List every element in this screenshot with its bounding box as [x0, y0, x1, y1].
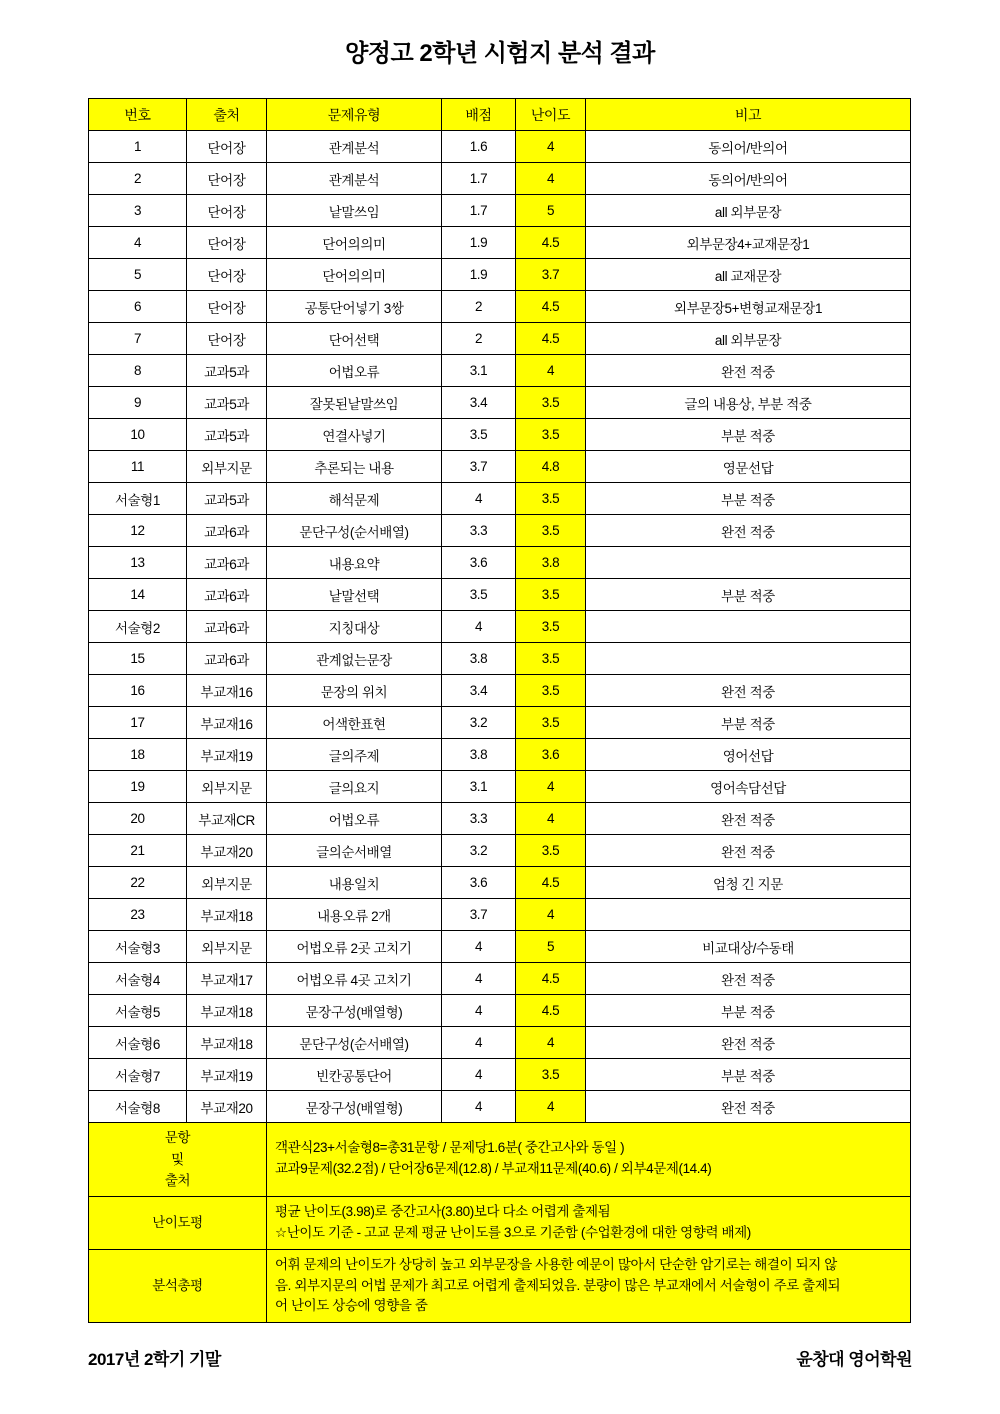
- table-row: [89, 259, 911, 291]
- cell-source: 부교재20: [187, 1091, 267, 1123]
- cell-difficulty: 3.5: [516, 579, 586, 611]
- summary-body-text: [267, 1249, 911, 1323]
- cell-no: 서술형5: [89, 995, 187, 1027]
- cell-source: 교과5과: [187, 419, 267, 451]
- table-row: [89, 547, 911, 579]
- cell-no: 14: [89, 579, 187, 611]
- summary-row: [89, 1196, 911, 1249]
- summary-label-line: 난이도평: [152, 1214, 203, 1230]
- cell-note: 영어선답: [586, 739, 911, 771]
- cell-difficulty: 3.7: [516, 259, 586, 291]
- cell-source: 교과5과: [187, 483, 267, 515]
- cell-score: 2: [442, 291, 516, 323]
- cell-difficulty: 4: [516, 163, 586, 195]
- cell-source: 단어장: [187, 131, 267, 163]
- cell-difficulty: 3.5: [516, 1059, 586, 1091]
- cell-source: 교과6과: [187, 579, 267, 611]
- table-row: [89, 163, 911, 195]
- cell-type: 낱말선택: [267, 579, 442, 611]
- cell-source: 부교재17: [187, 963, 267, 995]
- cell-difficulty: 3.5: [516, 707, 586, 739]
- cell-source: 부교재18: [187, 899, 267, 931]
- cell-difficulty: 4.5: [516, 995, 586, 1027]
- cell-no: 서술형3: [89, 931, 187, 963]
- cell-no: 10: [89, 419, 187, 451]
- cell-type: 공통단어넣기 3쌍: [267, 291, 442, 323]
- table-row: [89, 419, 911, 451]
- cell-difficulty: 3.5: [516, 611, 586, 643]
- table-row: [89, 323, 911, 355]
- cell-difficulty: 4: [516, 355, 586, 387]
- cell-score: 3.8: [442, 643, 516, 675]
- table-row: [89, 355, 911, 387]
- cell-no: 12: [89, 515, 187, 547]
- table-row: [89, 803, 911, 835]
- cell-score: 1.7: [442, 163, 516, 195]
- cell-score: 1.7: [442, 195, 516, 227]
- table-row: [89, 643, 911, 675]
- cell-note: 완전 적중: [586, 355, 911, 387]
- cell-score: 3.1: [442, 355, 516, 387]
- cell-type: 어법오류 2곳 고치기: [267, 931, 442, 963]
- cell-difficulty: 3.5: [516, 835, 586, 867]
- summary-label-line: 및: [171, 1151, 184, 1167]
- cell-note: 동의어/반의어: [586, 131, 911, 163]
- cell-score: 3.3: [442, 515, 516, 547]
- summary-label: [89, 1123, 267, 1197]
- cell-score: 3.7: [442, 451, 516, 483]
- cell-source: 단어장: [187, 291, 267, 323]
- table-row: [89, 739, 911, 771]
- cell-no: 16: [89, 675, 187, 707]
- cell-no: 서술형1: [89, 483, 187, 515]
- table-header-row: [89, 99, 911, 131]
- cell-source: 외부지문: [187, 867, 267, 899]
- cell-difficulty: 4.5: [516, 291, 586, 323]
- cell-no: 4: [89, 227, 187, 259]
- cell-source: 부교재20: [187, 835, 267, 867]
- cell-score: 3.2: [442, 835, 516, 867]
- cell-source: 단어장: [187, 259, 267, 291]
- cell-score: 3.1: [442, 771, 516, 803]
- summary-body-line: 교과9문제(32.2점) / 단어장6문제(12.8) / 부교재11문제(40.6) / 외부4문제(14.4): [275, 1161, 712, 1177]
- cell-note: 비교대상/수동태: [586, 931, 911, 963]
- cell-note: [586, 611, 911, 643]
- cell-score: 3.6: [442, 867, 516, 899]
- cell-source: 단어장: [187, 195, 267, 227]
- table-row: [89, 611, 911, 643]
- table-row: [89, 995, 911, 1027]
- column-header-note: 비고: [586, 99, 911, 131]
- summary-body-line: 평균 난이도(3.98)로 중간고사(3.80)보다 다소 어렵게 출제됨: [275, 1203, 611, 1219]
- cell-type: 어법오류: [267, 355, 442, 387]
- cell-type: 어법오류: [267, 803, 442, 835]
- cell-difficulty: 4: [516, 771, 586, 803]
- cell-note: 완전 적중: [586, 963, 911, 995]
- cell-no: 9: [89, 387, 187, 419]
- column-header-score: 배점: [442, 99, 516, 131]
- cell-note: 부분 적중: [586, 707, 911, 739]
- cell-difficulty: 4.5: [516, 227, 586, 259]
- cell-difficulty: 4.5: [516, 323, 586, 355]
- cell-difficulty: 3.5: [516, 515, 586, 547]
- table-row: [89, 931, 911, 963]
- summary-label-line: 분석총평: [152, 1278, 203, 1294]
- cell-no: 20: [89, 803, 187, 835]
- cell-source: 교과5과: [187, 355, 267, 387]
- cell-source: 외부지문: [187, 931, 267, 963]
- cell-note: [586, 547, 911, 579]
- table-row: [89, 867, 911, 899]
- cell-source: 부교재19: [187, 739, 267, 771]
- cell-difficulty: 4: [516, 899, 586, 931]
- cell-type: 해석문제: [267, 483, 442, 515]
- cell-difficulty: 4: [516, 803, 586, 835]
- summary-label: [89, 1196, 267, 1249]
- table-body: [89, 131, 911, 1123]
- cell-difficulty: 3.8: [516, 547, 586, 579]
- cell-source: 교과6과: [187, 547, 267, 579]
- cell-no: 서술형8: [89, 1091, 187, 1123]
- cell-note: all 교재문장: [586, 259, 911, 291]
- cell-source: 부교재19: [187, 1059, 267, 1091]
- column-header-type: 문제유형: [267, 99, 442, 131]
- cell-no: 23: [89, 899, 187, 931]
- cell-no: 13: [89, 547, 187, 579]
- summary-body-text: [267, 1196, 911, 1249]
- cell-type: 내용일치: [267, 867, 442, 899]
- table-row: [89, 195, 911, 227]
- cell-difficulty: 4: [516, 1027, 586, 1059]
- cell-no: 서술형2: [89, 611, 187, 643]
- cell-difficulty: 3.5: [516, 643, 586, 675]
- column-header-no: 번호: [89, 99, 187, 131]
- cell-score: 4: [442, 963, 516, 995]
- cell-score: 3.5: [442, 579, 516, 611]
- cell-score: 4: [442, 995, 516, 1027]
- table-row: [89, 835, 911, 867]
- page-title: 양정고 2학년 시험지 분석 결과: [345, 40, 655, 67]
- cell-score: 3.3: [442, 803, 516, 835]
- summary-body-line: 음. 외부지문의 어법 문제가 최고로 어렵게 출제되었음. 분량이 많은 부교재에서 서술형이 주로 출제되: [275, 1277, 841, 1293]
- cell-note: 부분 적중: [586, 579, 911, 611]
- cell-score: 4: [442, 931, 516, 963]
- cell-difficulty: 3.5: [516, 419, 586, 451]
- table-row: [89, 131, 911, 163]
- table-row: [89, 1059, 911, 1091]
- cell-difficulty: 3.5: [516, 387, 586, 419]
- cell-source: 교과6과: [187, 515, 267, 547]
- summary-body-line: ☆난이도 기준 - 고교 문제 평균 난이도를 3으로 기준함 (수업환경에 대한 영향력 배제): [275, 1224, 751, 1240]
- cell-source: 교과6과: [187, 611, 267, 643]
- summary-label: [89, 1249, 267, 1323]
- table-row: [89, 771, 911, 803]
- cell-type: 지칭대상: [267, 611, 442, 643]
- cell-score: 1.6: [442, 131, 516, 163]
- cell-source: 단어장: [187, 163, 267, 195]
- cell-no: 11: [89, 451, 187, 483]
- summary-row: [89, 1123, 911, 1197]
- cell-source: 외부지문: [187, 771, 267, 803]
- cell-no: 15: [89, 643, 187, 675]
- cell-type: 낱말쓰임: [267, 195, 442, 227]
- cell-note: all 외부문장: [586, 195, 911, 227]
- table-row: [89, 963, 911, 995]
- summary-body-line: 어휘 문제의 난이도가 상당히 높고 외부문장을 사용한 예문이 많아서 단순한 암기로는 해결이 되지 않: [275, 1256, 837, 1272]
- cell-type: 문장구성(배열형): [267, 995, 442, 1027]
- cell-type: 문단구성(순서배열): [267, 1027, 442, 1059]
- cell-score: 3.4: [442, 675, 516, 707]
- cell-score: 4: [442, 1027, 516, 1059]
- cell-difficulty: 4: [516, 1091, 586, 1123]
- cell-no: 17: [89, 707, 187, 739]
- cell-note: 영문선답: [586, 451, 911, 483]
- summary-body-line: 객관식23+서술형8=총31문항 / 문제당1.6분( 중간고사와 동일 ): [275, 1140, 625, 1156]
- cell-type: 추론되는 내용: [267, 451, 442, 483]
- table-row: [89, 675, 911, 707]
- cell-note: 부분 적중: [586, 483, 911, 515]
- cell-no: 3: [89, 195, 187, 227]
- cell-no: 22: [89, 867, 187, 899]
- cell-difficulty: 4.8: [516, 451, 586, 483]
- footer-right-text: 윤창대 영어학원: [796, 1350, 912, 1369]
- cell-source: 부교재16: [187, 707, 267, 739]
- table-row: [89, 227, 911, 259]
- cell-type: 관계분석: [267, 163, 442, 195]
- cell-source: 외부지문: [187, 451, 267, 483]
- cell-difficulty: 3.5: [516, 483, 586, 515]
- cell-score: 1.9: [442, 227, 516, 259]
- cell-type: 단어의의미: [267, 259, 442, 291]
- cell-note: 완전 적중: [586, 515, 911, 547]
- table-row: [89, 483, 911, 515]
- cell-note: [586, 899, 911, 931]
- cell-source: 부교재18: [187, 1027, 267, 1059]
- cell-note: 부분 적중: [586, 419, 911, 451]
- table-row: [89, 387, 911, 419]
- cell-no: 21: [89, 835, 187, 867]
- cell-note: 완전 적중: [586, 675, 911, 707]
- cell-type: 어색한표현: [267, 707, 442, 739]
- cell-type: 단어의의미: [267, 227, 442, 259]
- cell-no: 2: [89, 163, 187, 195]
- cell-type: 내용오류 2개: [267, 899, 442, 931]
- cell-score: 3.4: [442, 387, 516, 419]
- column-header-difficulty: 난이도: [516, 99, 586, 131]
- footer-left-text: 2017년 2학기 기말: [88, 1350, 221, 1369]
- cell-no: 8: [89, 355, 187, 387]
- cell-source: 부교재18: [187, 995, 267, 1027]
- cell-difficulty: 4.5: [516, 963, 586, 995]
- column-header-source: 출처: [187, 99, 267, 131]
- cell-source: 단어장: [187, 323, 267, 355]
- table-row: [89, 707, 911, 739]
- cell-no: 6: [89, 291, 187, 323]
- cell-score: 4: [442, 611, 516, 643]
- cell-note: 완전 적중: [586, 1091, 911, 1123]
- cell-note: 글의 내용상, 부분 적중: [586, 387, 911, 419]
- cell-note: 영어속담선답: [586, 771, 911, 803]
- cell-score: 4: [442, 483, 516, 515]
- cell-type: 어법오류 4곳 고치기: [267, 963, 442, 995]
- cell-type: 연결사넣기: [267, 419, 442, 451]
- cell-no: 19: [89, 771, 187, 803]
- cell-no: 1: [89, 131, 187, 163]
- cell-note: [586, 643, 911, 675]
- cell-score: 4: [442, 1059, 516, 1091]
- table-header: [89, 99, 911, 131]
- cell-difficulty: 3.6: [516, 739, 586, 771]
- cell-type: 잘못된낱말쓰임: [267, 387, 442, 419]
- cell-difficulty: 3.5: [516, 675, 586, 707]
- page-footer: [88, 1345, 912, 1370]
- cell-type: 글의요지: [267, 771, 442, 803]
- cell-source: 부교재16: [187, 675, 267, 707]
- cell-note: 외부문장4+교재문장1: [586, 227, 911, 259]
- cell-difficulty: 5: [516, 195, 586, 227]
- cell-type: 문장구성(배열형): [267, 1091, 442, 1123]
- cell-note: 엄청 긴 지문: [586, 867, 911, 899]
- cell-note: 동의어/반의어: [586, 163, 911, 195]
- cell-note: 부분 적중: [586, 995, 911, 1027]
- cell-score: 1.9: [442, 259, 516, 291]
- table-row: [89, 451, 911, 483]
- table-row: [89, 291, 911, 323]
- cell-type: 관계없는문장: [267, 643, 442, 675]
- cell-score: 2: [442, 323, 516, 355]
- cell-type: 관계분석: [267, 131, 442, 163]
- cell-score: 3.8: [442, 739, 516, 771]
- cell-type: 글의주제: [267, 739, 442, 771]
- cell-note: 외부문장5+변형교재문장1: [586, 291, 911, 323]
- cell-no: 5: [89, 259, 187, 291]
- cell-score: 3.7: [442, 899, 516, 931]
- cell-note: all 외부문장: [586, 323, 911, 355]
- cell-type: 글의순서배열: [267, 835, 442, 867]
- cell-difficulty: 5: [516, 931, 586, 963]
- summary-body: [89, 1123, 911, 1323]
- summary-label-line: 문항: [164, 1130, 191, 1145]
- cell-note: 완전 적중: [586, 835, 911, 867]
- table-row: [89, 1091, 911, 1123]
- summary-label-line: 출처: [164, 1173, 191, 1189]
- exam-analysis-table: [88, 98, 911, 1323]
- cell-no: 서술형7: [89, 1059, 187, 1091]
- cell-score: 3.6: [442, 547, 516, 579]
- cell-score: 3.5: [442, 419, 516, 451]
- table-row: [89, 1027, 911, 1059]
- cell-note: 완전 적중: [586, 1027, 911, 1059]
- cell-type: 단어선택: [267, 323, 442, 355]
- summary-row: [89, 1249, 911, 1323]
- cell-no: 18: [89, 739, 187, 771]
- summary-body-line: 어 난이도 상승에 영향을 줌: [275, 1298, 428, 1314]
- table-row: [89, 579, 911, 611]
- cell-difficulty: 4.5: [516, 867, 586, 899]
- cell-type: 문단구성(순서배열): [267, 515, 442, 547]
- cell-type: 빈칸공통단어: [267, 1059, 442, 1091]
- cell-source: 교과6과: [187, 643, 267, 675]
- cell-source: 교과5과: [187, 387, 267, 419]
- cell-note: 부분 적중: [586, 1059, 911, 1091]
- cell-source: 단어장: [187, 227, 267, 259]
- cell-no: 7: [89, 323, 187, 355]
- cell-no: 서술형6: [89, 1027, 187, 1059]
- cell-difficulty: 4: [516, 131, 586, 163]
- cell-score: 4: [442, 1091, 516, 1123]
- cell-score: 3.2: [442, 707, 516, 739]
- table-row: [89, 515, 911, 547]
- table-row: [89, 899, 911, 931]
- cell-source: 부교재CR: [187, 803, 267, 835]
- cell-type: 내용요약: [267, 547, 442, 579]
- cell-type: 문장의 위치: [267, 675, 442, 707]
- cell-no: 서술형4: [89, 963, 187, 995]
- summary-body-text: [267, 1123, 911, 1197]
- analysis-table-wrapper: [88, 98, 910, 1323]
- cell-note: 완전 적중: [586, 803, 911, 835]
